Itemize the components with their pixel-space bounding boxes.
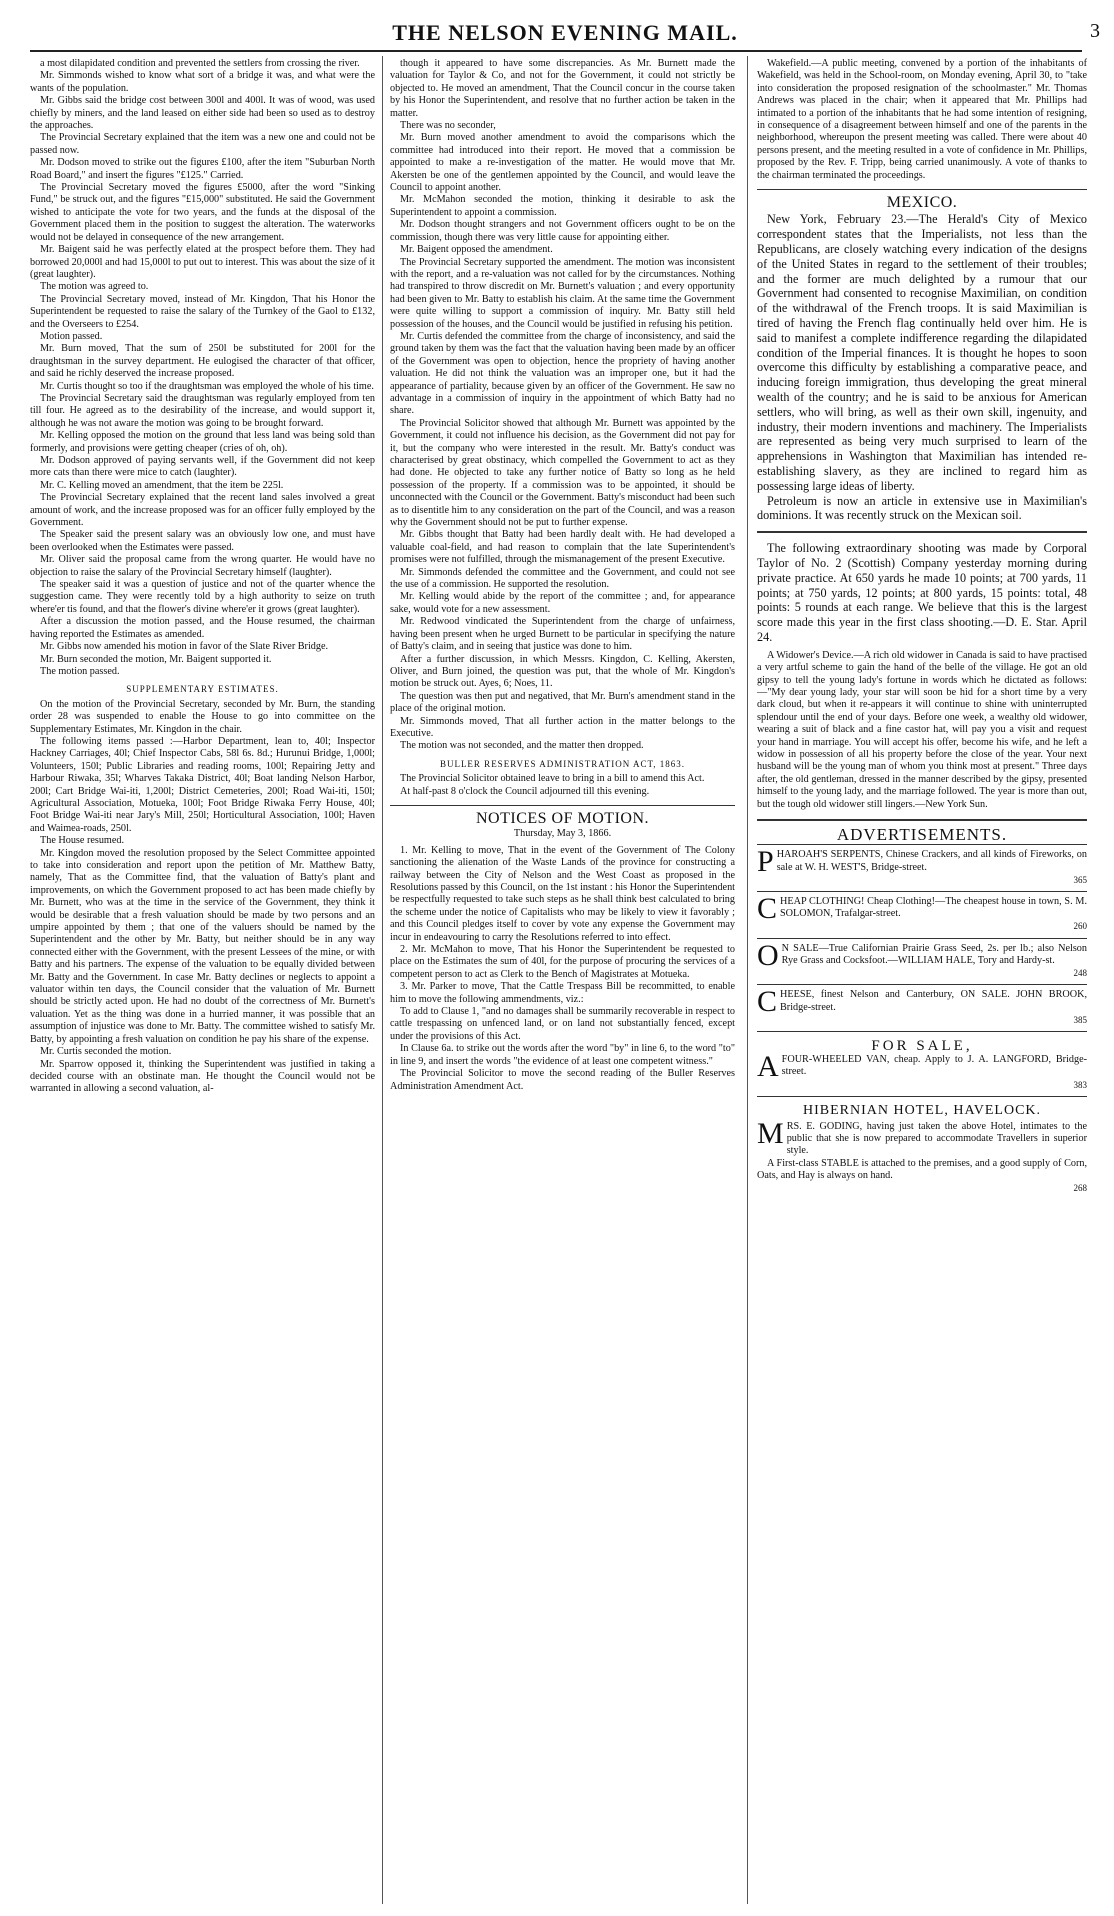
paragraph: The Provincial Secretary said the draughtsman was regularly employed from ten till four. He agreed as to the desirability of the increase, and would support it, although he was not aware the motion was going to be brought forward. — [30, 392, 375, 429]
advertisement-for-sale — [757, 1032, 1087, 1097]
header-rule — [30, 50, 1082, 52]
advertisement — [757, 939, 1087, 986]
wakefield-article: Wakefield.—A public meeting, convened by a portion of the inhabitants of Wakefield, was held in the School-room, on Monday evening, April 30, to "take into consideration the proposed resignation of the schoolmaster." Mr. Thomas Andrews was placed in the chair; when it appeared that Mr. Phillips had intimated to a portion of the inhabitants that he had some intention of resigning, in consequence of a disagreement between himself and one of the parents in the neighborhood, whereupon the present meeting was called. There were about 40 persons present, and the meeting resulted in a vote of confidence in Mr. Phillips, proposed by the Rev. F. Tripp, being carried unanimously. A vote of thanks to the chairman terminated the proceedings. — [757, 58, 1087, 181]
advertisement — [757, 985, 1087, 1032]
paragraph: Mr. Oliver said the proposal came from the wrong quarter. He would have no objection to raise the salary of the Provincial Secretary himself (laughter). — [30, 554, 375, 578]
drop-cap: O — [757, 938, 779, 972]
paragraph: The speaker said it was a question of justice and not of the quarter whence the suggestion came. They were recently told by a high authority to seize on truth where'er tis found, and that the flower's divine where'er it grows (great laughter). — [30, 579, 375, 615]
advertisements-title: ADVERTISEMENTS. — [836, 825, 1008, 845]
paragraph: Mr. Dodson moved to strike out the figures £100, after the item "Suburban North Road Board," and insert the figures "£125." Carried. — [30, 157, 375, 181]
drop-cap: C — [757, 892, 778, 926]
paragraph: Mr. Gibbs thought that Batty had been hardly dealt with. He had developed a valuable coal-field, and had reason to complain that the late Superintendent's promises were not fulfilled, through the mismanagement of the present Executive. — [390, 529, 735, 566]
section-subhead: BULLER RESERVES ADMINISTRATION ACT, 1863. — [439, 758, 686, 769]
ad-number: 248 — [1073, 968, 1087, 979]
notice-item: 3. Mr. Parker to move, That the Cattle Trespass Bill be recommitted, to enable him to move the following ammendments, viz.: — [390, 981, 735, 1005]
paragraph: After a discussion the motion passed, and the House resumed, the chairman having reported the Estimates as amended. — [30, 616, 375, 640]
ad-text: RS. E. GODING, having just taken the above Hotel, intimates to the public that she is now prepared to accommodate Travellers in superior style. — [786, 1120, 1087, 1157]
column-2 — [390, 58, 735, 1093]
ad-text: HAROAH'S SERPENTS, Chinese Crackers, and all kinds of Fireworks, on sale at W. H. WEST'S, Bridge-street. — [776, 849, 1087, 873]
paragraph: Mr. Simmonds defended the committee and the Government, and could not see the use of a commission. He supported the resolution. — [390, 566, 735, 591]
notices-date: Thursday, May 3, 1866. — [513, 828, 612, 840]
notice-item: 1. Mr. Kelling to move, That in the event of the Government of The Colony sanctioning the alienation of the Waste Lands of the province for constructing a railway between the City of Nelson and the West Coast as proposed in the Resolutions passed by this Council, on the 1st instant : his Honor the Superintendent be respectfully requested to take such steps as he shall think best calculated to bring the scheme under the notice of Capitalists who may be likely to view it favorably ; and this Council pledges itself to cover by vote any expense the Government may incur in endeavouring to carry the Resolutions referred to into effect. — [390, 844, 735, 943]
paragraph: The Provincial Solicitor obtained leave to bring in a bill to amend this Act. — [400, 773, 705, 785]
column-1 — [30, 58, 375, 1096]
divider — [757, 189, 1087, 190]
mexico-title: MEXICO. — [886, 194, 958, 212]
ads-list — [757, 844, 1087, 1199]
notice-item: 2. Mr. McMahon to move, That his Honor the Superintendent be requested to place on the Estimates the sum of 40l, for the purpose of procuring the services of a competent person to act as Clerk to the Bench of Magistrates at Motueka. — [390, 944, 735, 980]
column-divider — [747, 56, 748, 1904]
mexico-article: New York, February 23.—The Herald's City of Mexico correspondent states that the Imperialists, not less than the Republicans, are closely watching every indication of the designs of the United States in regard to the settlement of their troubles; and the former are much delighted by a rumour that our Government had consented to recognise Maximilian, on condition of the withdrawal of the French troops. It is said Maximilian is tired of having the French flag continually held over him. He is said to manifest a complete indifference regarding the dilapidated condition of the Imperial finances. It is thought he hopes to soon overcome this difficulty by establishing a comparative peace, and inducing foreign immigration, thus developing the great mineral wealth of the country; and he is said to be anxious for American settlers, who will bring, as well as their own skill, ingenuity, and industry, their modern inventions and machinery. The Imperialists are represented as being very much surprised to learn of the apprehensions in Washington that Maximilian has intended re-establishing slavery, as they are inclined to regard him as possessing large ideas of liberty. — [757, 212, 1087, 493]
paragraph: Mr. Sparrow opposed it, thinking the Superintendent was justified in taking a decided course with an obstinate man. He thought the Council would not be warranted in allowing a second valuation, al- — [30, 1058, 375, 1095]
paragraph: There was no seconder, — [400, 120, 496, 132]
ad-number: 383 — [1073, 1079, 1087, 1090]
paragraph: The Provincial Secretary explained that the recent land sales involved a great amount of work, and the increase proposed was for an officer fully employed by the Government. — [30, 492, 375, 529]
paragraph: The Provincial Secretary supported the amendment. The motion was inconsistent with the report, and a re-valuation was not called for by the circumstances. Nothing had transpired to throw discredit on Mr. Burnett's valuation ; and every opportunity had been given to Mr. Batty to establish his claim. At the same time the Government were quite willing to support a commission of inquiry. Mr. Batty still held possession of the houses, and the Council would be justified in refusing his petition. — [390, 256, 735, 330]
paragraph: The motion was not seconded, and the matter then dropped. — [400, 740, 644, 752]
notice-item: In Clause 6a. to strike out the words after the word "by" in line 6, to the word "to" in line 9, and insert the words "the evidence of at least one competent witness." — [390, 1043, 735, 1067]
advertisement-hotel — [757, 1097, 1087, 1199]
paragraph: The Provincial Solicitor showed that although Mr. Burnett was appointed by the Government, it could not influence his decision, as the Government did not pay for it, but the company who were interested in the result. Mr. Batty's conduct was characterised by great obstinacy, which compelled the Government to act as they had done. He objected to take any further notice of Batty so long as he held possession of the property. If a commission was to be appointed, it should be unconnected with the Council or the Government. Batty's misconduct had been such as to disentitle him to any consideration on the part of the Council, and was a reason why the Government should not be put to further expense. — [390, 417, 735, 529]
paragraph: After a further discussion, in which Messrs. Kingdon, C. Kelling, Akersten, Oliver, and Burn joined, the question was put, that the whole of Mr. Kingdon's motion be struck out. Ayes, 6; Noes, 11. — [390, 653, 735, 690]
ad-text: A First-class STABLE is attached to the premises, and a good supply of Corn, Oats, and Hay is always on hand. — [757, 1157, 1087, 1181]
ad-title: FOR SALE, — [871, 1037, 973, 1054]
shooting-article: The following extraordinary shooting was made by Corporal Taylor of No. 2 (Scottish) Company yesterday morning during private practice. At 650 yards he made 10 points; at 700 yards, 11 points; at 750 yards, 12 points; at 800 yards, 15 points: total, 48 points: 5 rounds at each range. We believe that this is the largest score made this year in the first class shooting.—D. E. Star. April 24. — [757, 541, 1087, 644]
notices-title: NOTICES OF MOTION. — [476, 809, 649, 827]
paragraph: Mr. C. Kelling moved an amendment, that the item be 225l. — [40, 479, 284, 491]
paragraph: Mr. McMahon seconded the motion, thinking it desirable to ask the Superintendent to appoint a commission. — [390, 194, 735, 218]
paragraph: Mr. Curtis seconded the motion. — [40, 1046, 172, 1058]
paragraph: Motion passed. — [40, 330, 103, 342]
paragraph: Mr. Burn moved another amendment to avoid the comparisons which the committee had introduced into their report. He moved that a commission be appointed to make a re-investigation of the matter. He would move that Mr. Akersten be one of the gentlemen appointed by the Council, and would leave the Council to appoint another. — [390, 132, 735, 194]
column-divider — [382, 56, 383, 1904]
paragraph: Mr. Curtis defended the committee from the charge of inconsistency, and said the ground taken by them was the fact that the valuation having been made by an officer of the Government was open to objection, hence the propriety of having another valuation. He did not think the valuation was an improper one, but it had the appearance of partiality, because given by an officer of the Government. He saw no advantage in a commission of inquiry in the appointment of which Batty had no share. — [390, 330, 735, 417]
ad-title: HIBERNIAN HOTEL, HAVELOCK. — [802, 1102, 1042, 1118]
ad-number: 385 — [1073, 1014, 1087, 1025]
paragraph: The following items passed :—Harbor Department, lean to, 40l; Inspector Hackney Carriages, 40l; Chief Inspector Cabs, 58l 6s. 8d.; Hurunui Bridge, 1,000l; Volunteers, 150l; Public Libraries and reading rooms, 100l; Repairing Jetty and Harbour Riwaka, 35l; Wharves Takaka District, 40l; Boat landing Nelson Harbor, 200l; Cart Bridge Wai-iti, 1,200l; District Cemeteries, 200l; Road Wai-iti, 150l; Agricultural Association, Motueka, 100l; Foot Bridge Riwaka Ferry House, 40l; Foot Bridge Wai-iti near Jary's Mill, 250l; Horticultural Association, 100l; Haven and Waimea-roads, 250l. — [30, 735, 375, 834]
paragraph: Mr. Simmonds moved, That all further action in the matter belongs to the Executive. — [390, 715, 735, 739]
divider — [757, 819, 1087, 821]
ad-text: N SALE—True Californian Prairie Grass Seed, 2s. per lb.; also Nelson Rye Grass and Cocksfoot.—WILLIAM HALE, Tory and Hardy-st. — [781, 942, 1087, 966]
ad-text: HEAP CLOTHING! Cheap Clothing!—The cheapest house in town, S. M. SOLOMON, Trafalgar-street. — [780, 896, 1087, 920]
paragraph: Mr. Baigent said he was perfectly elated at the prospect before them. They had borrowed 20,000l and had 15,000l to put out to interest. This was about the size of it (great laughter). — [30, 244, 375, 280]
ad-text: FOUR-WHEELED VAN, cheap. Apply to J. A. LANGFORD, Bridge-street. — [781, 1054, 1087, 1078]
advertisement — [757, 892, 1087, 939]
paragraph: Mr. Kingdon moved the resolution proposed by the Select Committee appointed to take into consideration and report upon the petition of Mr. Matthew Batty, namely, That as the Committee find, that the valuation of Batty's plant and improvements, on which the Government proposed to act has been made chiefly by Mr. Burnett, who was at the time in the service of the Government, they think it would be desirable that a fresh valuation should be made by two persons and an umpire appointed by them ; that one of the valuers should be named by the Superintendent and the other by Mr. Batty, but neither should be in any way connected either with the Government, with the present Lessees of the mine, or with Batty and his partners. The expense of the valuation to be equally divided between Mr. Batty and the Government. In case Mr. Batty declines or neglects to appoint a valuator within ten days, the Council consider that the valuation of Mr. Burnett should be strictly acted upon. He had no doubt of the correctness of Mr. Burnett's valuation. Yet as the thing was done in a hurried manner, it was possible that an assumption of injustice was done to Mr. Batty. The committee wished to satisfy Mr. Batty, by appointing a fresh valuation on condition he pay his share of the expense. — [30, 847, 375, 1045]
drop-cap: P — [757, 845, 774, 879]
paragraph: The motion was agreed to. — [40, 281, 149, 293]
paragraph: though it appeared to have some discrepancies. As Mr. Burnett made the valuation for Taylor & Co, and not for the Government, it could not strictly be objected to. He moved an amendment, That the Council concur in the course taken by his Honor the Superintendent, and resolve that no further action be taken in the matter. — [390, 58, 735, 119]
paragraph: a most dilapidated condition and prevented the settlers from crossing the river. — [40, 58, 360, 69]
page-number: 3 — [1090, 20, 1100, 42]
paragraph: Mr. Dodson thought strangers and not Government officers ought to be on the commission, though there was very little cause for appointing either. — [390, 219, 735, 243]
paragraph: Mr. Simmonds wished to know what sort of a bridge it was, and what were the wants of the population. — [30, 70, 375, 94]
paragraph: Mr. Dodson approved of paying servants well, if the Government did not keep more cats than there were mice to catch (laughter). — [30, 455, 375, 479]
notices-list — [390, 845, 735, 1093]
paragraph: On the motion of the Provincial Secretary, seconded by Mr. Burn, the standing order 28 was suspended to enable the House to go into committee on the Supplementary Estimates, Mr. Kingdon in the chair. — [30, 698, 375, 735]
paragraph: Mr. Burn seconded the motion, Mr. Baigent supported it. — [40, 653, 272, 665]
paragraph: Mr. Curtis thought so too if the draughtsman was employed the whole of his time. — [40, 380, 374, 392]
ad-number: 365 — [1073, 874, 1087, 885]
paragraph: Mr. Burn moved, That the sum of 250l be substituted for 200l for the draughtsman in the survey department. He eulogised the character of that officer, and said he richly deserved the increase proposed. — [30, 343, 375, 380]
paragraph: The Provincial Secretary moved the figures £5000, after the word "Sinking Fund," be struck out, and the figures "£15,000" substituted. He said the Government wished to anticipate the vote for two years, and the funds at the disposal of the Government placed them in the position to suggest the alteration. The waterworks would not be delayed in consequence of the new arrangement. — [30, 182, 375, 243]
masthead — [30, 20, 1100, 46]
drop-cap: M — [757, 1116, 784, 1150]
paragraph: Mr. Redwood vindicated the Superintendent from the charge of unfairness, having been present when he urged Burnett to be particular in specifying the nature of Batty's claim, and in seeing that justice was done to him. — [390, 616, 735, 653]
paragraph: The House resumed. — [40, 835, 125, 847]
paragraph: The Speaker said the present salary was an obviously low one, and must have been overlooked when the Estimates were passed. — [30, 529, 375, 553]
paragraph: The Provincial Secretary explained that the item was a new one and could not be passed now. — [30, 132, 375, 156]
council-report-part-1 — [30, 58, 375, 678]
paragraph: Mr. Gibbs now amended his motion in favor of the Slate River Bridge. — [40, 641, 329, 653]
supplementary-estimates — [30, 699, 375, 1096]
notice-item: The Provincial Solicitor to move the second reading of the Buller Reserves Administration Amendment Act. — [390, 1068, 735, 1092]
paragraph: The motion passed. — [40, 665, 120, 677]
widower-article: A Widower's Device.—A rich old widower in Canada is said to have practised a very artful scheme to gain the hand of the belle of the village. He got an old gipsy to tell the young lady's fortune in words which he dictated as follows:—"My dear young lady, your star will soon be hid for a short time by a very dark cloud, but when it re-appears it will continue to shine with uninterrupted splendour until the end of your days. Before one week, a wealthy old widower, wearing a suit of black and a fine castor hat, will pay you a visit and request your hand in marriage. You will accept his offer, become his wife, and he left a widow in possession of all his property before the close of the year. Your next husband will be the young man of whom you think most at present." Three days after, the old gentleman, dressed in the manner described by the gipsy, presented himself to the young lady, and the marriage followed. The year is more than out, but the tough old widower still lingers.—New York Sun. — [757, 649, 1087, 810]
drop-cap: C — [757, 985, 778, 1019]
section-subhead: SUPPLEMENTARY ESTIMATES. — [126, 684, 279, 695]
paragraph: Mr. Kelling opposed the motion on the ground that less land was being sold than formerly, and provisions were getting cheaper (cries of oh, oh). — [30, 430, 375, 454]
ad-number: 268 — [1073, 1182, 1087, 1193]
notice-item: To add to Clause 1, "and no damages shall be summarily recoverable in respect to cattle trespassing on unfenced land, or on land not substantially fenced, except under the provisions of this Act. — [390, 1006, 735, 1042]
paragraph: At half-past 8 o'clock the Council adjourned till this evening. — [400, 785, 650, 797]
paragraph: Mr. Kelling would abide by the report of the committee ; and, for appearance sake, would vote for a new assessment. — [390, 591, 735, 615]
council-report-part-2 — [390, 58, 735, 753]
divider — [390, 805, 735, 806]
ad-number: 260 — [1073, 921, 1087, 932]
paragraph: The question was then put and negatived, that Mr. Burn's amendment stand in the place of the original motion. — [390, 690, 735, 715]
paragraph: The Provincial Secretary moved, instead of Mr. Kingdon, That his Honor the Superintendent be requested to raise the salary of the Turnkey of the Gaol to £132, and the Overseers to £254. — [30, 293, 375, 330]
drop-cap: A — [757, 1050, 779, 1084]
divider — [757, 531, 1087, 533]
paragraph: Mr. Baigent opposed the amendment. — [400, 244, 553, 256]
advertisement — [757, 845, 1087, 892]
column-3 — [757, 58, 1087, 1199]
paragraph: Mr. Gibbs said the bridge cost between 300l and 400l. It was of wood, was used chiefly by miners, and the land leased on either side had been so used as to destroy the approaches. — [30, 95, 375, 132]
mexico-article: Petroleum is now an article in extensive use in Maximilian's dominions. It was recently struck on the Mexican soil. — [757, 493, 1087, 523]
newspaper-title: THE NELSON EVENING MAIL. — [392, 20, 738, 45]
ad-text: HEESE, finest Nelson and Canterbury, ON SALE. JOHN BROOK, Bridge-street. — [780, 989, 1087, 1013]
